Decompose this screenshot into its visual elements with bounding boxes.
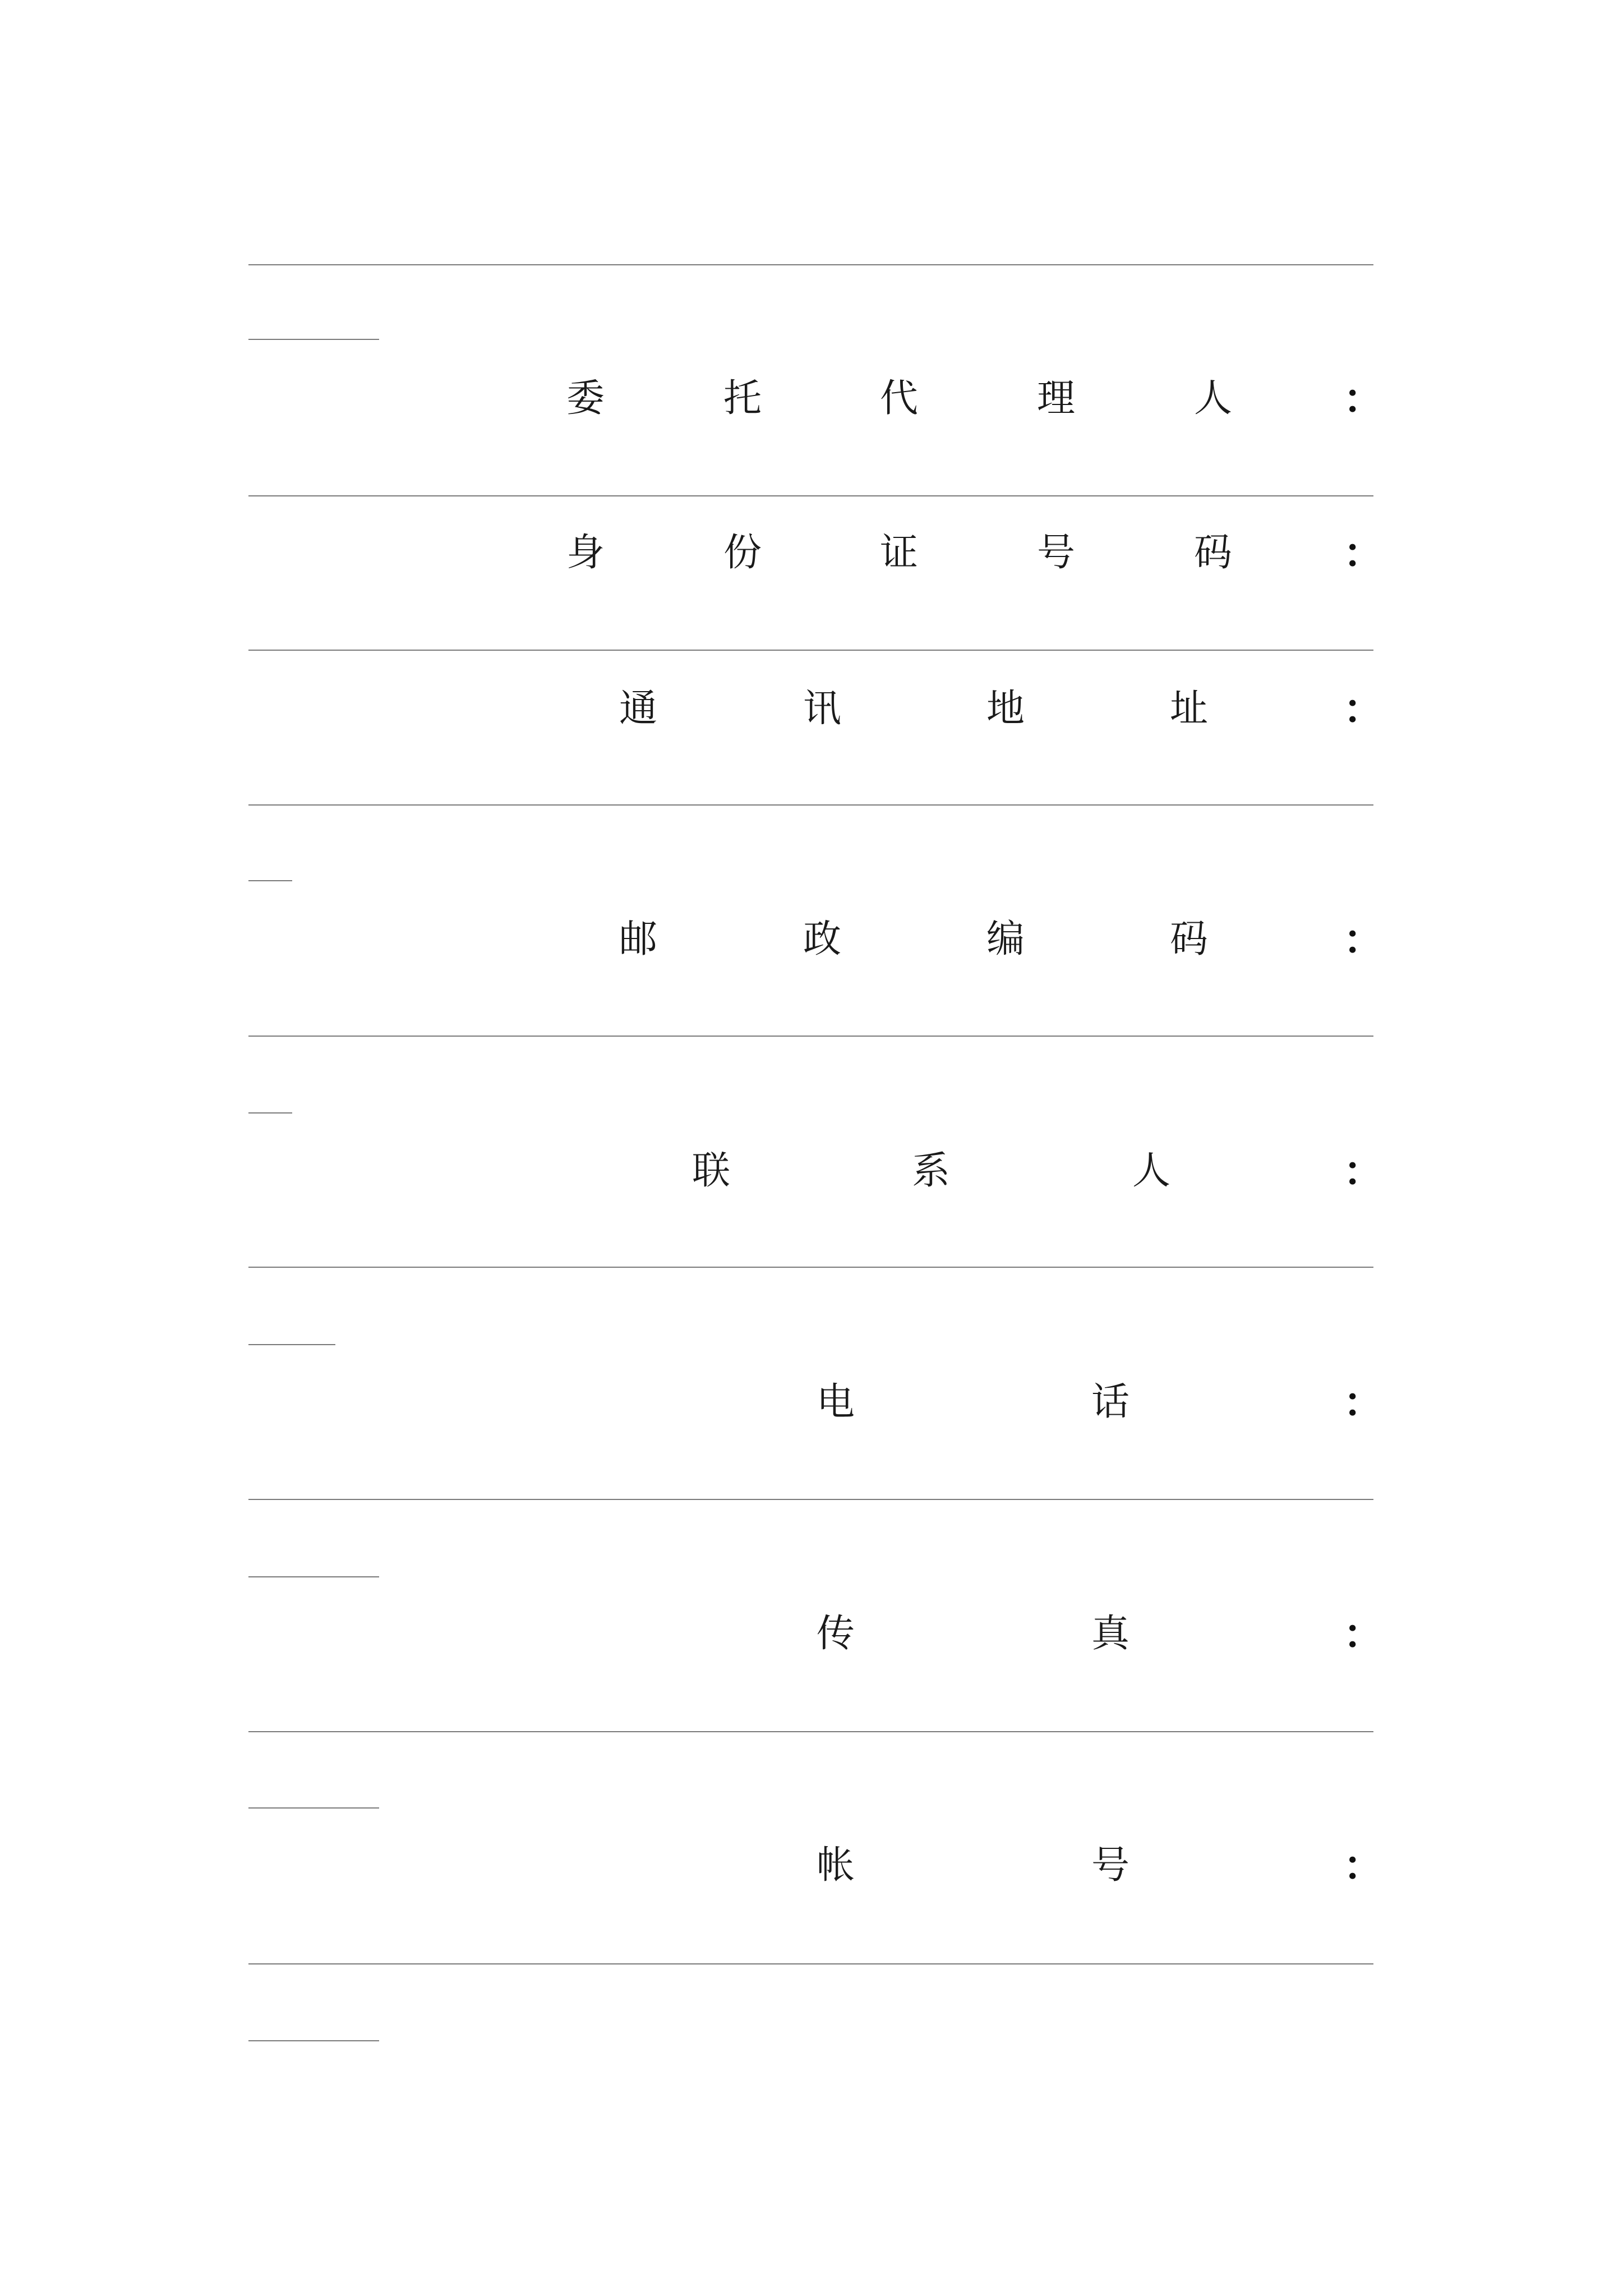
label-char: 联 — [691, 1149, 730, 1193]
label-char: 码 — [1193, 531, 1232, 575]
field-label-agent — [248, 374, 1384, 424]
label-char: 号 — [1036, 531, 1075, 575]
blank-line[interactable] — [248, 1963, 1373, 1964]
label-char: 电 — [816, 1380, 855, 1424]
label-colon: ： — [1343, 1147, 1384, 1195]
label-char: 人 — [1193, 376, 1232, 421]
label-colon: ： — [1343, 529, 1384, 577]
label-char: 码 — [1169, 917, 1208, 961]
label-char: 帐 — [816, 1843, 855, 1888]
label-char: 通 — [619, 687, 657, 731]
label-char: 政 — [803, 917, 841, 961]
label-char: 传 — [816, 1612, 855, 1656]
label-char: 地 — [986, 687, 1025, 731]
field-label-fax — [248, 1609, 1384, 1659]
blank-line-short — [248, 2040, 379, 2041]
blank-line[interactable] — [248, 1267, 1373, 1268]
blank-line-short — [248, 1344, 335, 1345]
label-char: 址 — [1169, 687, 1208, 731]
label-char: 邮 — [619, 917, 657, 961]
label-char: 真 — [1091, 1612, 1129, 1656]
label-colon: ： — [1343, 1378, 1384, 1426]
label-char: 理 — [1036, 376, 1075, 421]
label-colon: ： — [1343, 685, 1384, 733]
blank-line[interactable] — [248, 804, 1373, 806]
label-char: 系 — [911, 1149, 950, 1193]
blank-line[interactable] — [248, 1499, 1373, 1500]
field-label-address — [248, 684, 1384, 734]
label-char: 人 — [1132, 1149, 1170, 1193]
label-colon: ： — [1343, 915, 1384, 963]
blank-line[interactable] — [248, 495, 1373, 496]
label-char: 委 — [566, 376, 605, 421]
blank-line[interactable] — [248, 1731, 1373, 1732]
label-char: 号 — [1091, 1843, 1129, 1888]
blank-line-short — [248, 1576, 379, 1577]
label-char: 话 — [1091, 1380, 1129, 1424]
blank-line[interactable] — [248, 650, 1373, 651]
label-colon: ： — [1343, 1610, 1384, 1658]
blank-line-short — [248, 1112, 292, 1114]
label-char: 编 — [986, 917, 1025, 961]
field-label-contact — [248, 1146, 1384, 1197]
label-char: 份 — [723, 531, 762, 575]
field-label-account — [248, 1841, 1384, 1891]
label-colon: ： — [1343, 375, 1384, 422]
label-char: 代 — [879, 376, 918, 421]
field-label-id-number — [248, 528, 1384, 578]
label-char: 讯 — [803, 687, 841, 731]
field-label-phone — [248, 1377, 1384, 1428]
blank-line-short — [248, 1807, 379, 1809]
blank-line[interactable] — [248, 1036, 1373, 1037]
blank-line — [248, 264, 1373, 265]
label-char: 托 — [723, 376, 762, 421]
label-colon: ： — [1343, 1842, 1384, 1889]
blank-line-short — [248, 339, 379, 340]
label-char: 证 — [879, 531, 918, 575]
label-char: 身 — [566, 531, 605, 575]
blank-line-short — [248, 880, 292, 881]
field-label-postcode — [248, 914, 1384, 965]
